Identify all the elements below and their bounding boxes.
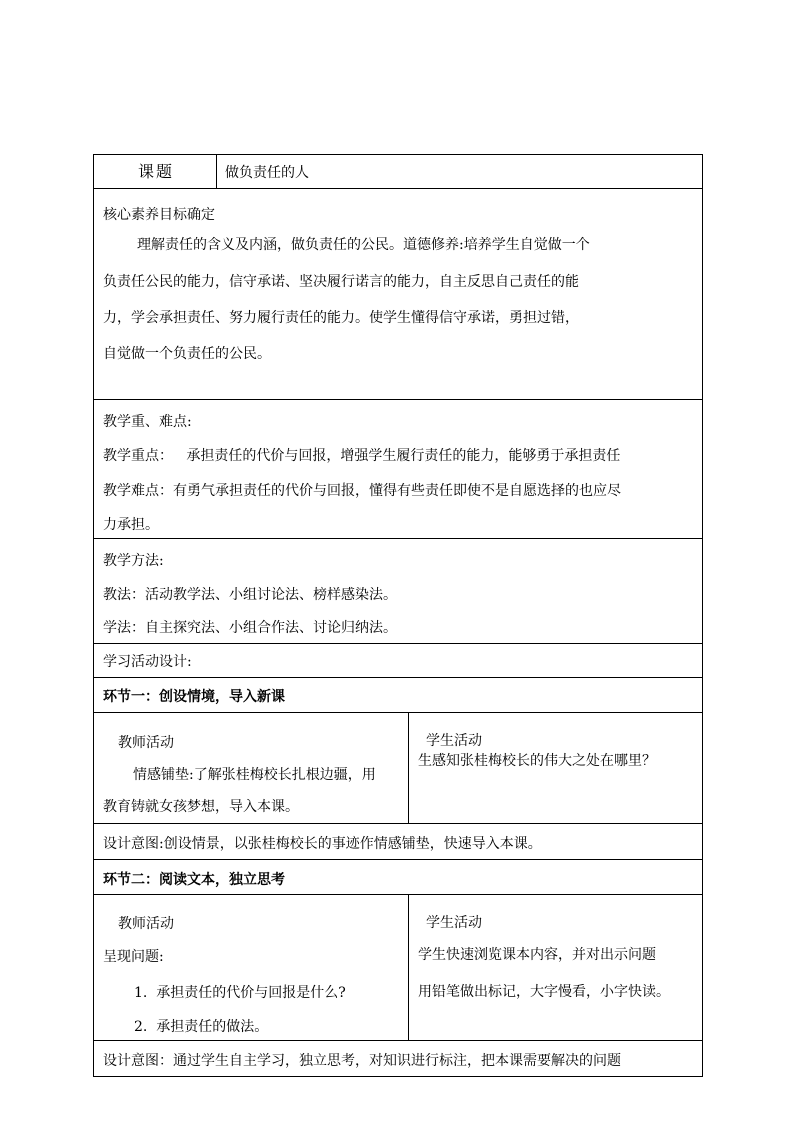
section2-column-divider [408, 895, 409, 1040]
section1-teacher-line-2: 教育铸就女孩梦想，导入本课。 [103, 799, 299, 815]
section1-activities-row [94, 713, 702, 824]
core-literacy-line-1: 理解责任的含义及内涵，做负责任的公民。道德修养:培养学生自觉做一个 [137, 237, 590, 253]
section2-student-line-1: 学生快速浏览课本内容，并对出示问题 [418, 947, 656, 963]
section2-student-line-2: 用铅笔做出标记，大字慢看，小字快读。 [418, 984, 670, 1000]
methods-learning: 学法：自主探究法、小组合作法、讨论归纳法。 [103, 620, 397, 636]
core-literacy-line-2: 负责任公民的能力，信守承诺、坚决履行诺言的能力，自主反思自己责任的能 [103, 274, 579, 290]
activity-design-row [94, 644, 702, 678]
methods-teaching: 教法：活动教学法、小组讨论法、榜样感染法。 [103, 587, 397, 603]
section2-teacher-label: 教师活动 [118, 916, 174, 932]
section1-intent: 设计意图:创设情景，以张桂梅校长的事迹作情感铺垫，快速导入本课。 [103, 836, 542, 852]
methods-section [94, 539, 702, 644]
section2-teacher-intro: 呈现问题: [103, 949, 164, 965]
section2-activities-row [94, 895, 702, 1041]
section2-title-row [94, 860, 702, 895]
methods-heading: 教学方法: [103, 553, 164, 569]
title-value: 做负责任的人 [225, 165, 309, 181]
key-points-difficulty-2: 力承担。 [103, 517, 159, 533]
title-row [94, 155, 702, 189]
section1-teacher-label: 教师活动 [118, 735, 174, 751]
key-points-focus: 教学重点： 承担责任的代价与回报，增强学生履行责任的能力，能够勇于承担责任 [103, 448, 621, 464]
section2-title: 环节二：阅读文本，独立思考 [103, 872, 285, 888]
section1-student-label: 学生活动 [426, 733, 482, 749]
section2-student-label: 学生活动 [426, 915, 482, 931]
core-literacy-section [94, 189, 702, 400]
key-points-section [94, 400, 702, 539]
section1-student-line-1: 生感知张桂梅校长的伟大之处在哪里？ [418, 753, 656, 769]
key-points-difficulty-1: 教学难点：有勇气承担责任的代价与回报，懂得有些责任即使不是自愿选择的也应尽 [103, 483, 621, 499]
section2-question-1: 1. 承担责任的代价与回报是什么? [134, 985, 346, 1001]
activity-design-heading: 学习活动设计: [103, 654, 192, 670]
section2-question-2: 2. 承担责任的做法。 [134, 1019, 269, 1035]
section1-teacher-line-1: 情感铺垫:了解张桂梅校长扎根边疆，用 [133, 767, 376, 783]
key-points-heading: 教学重、难点: [103, 414, 192, 430]
section1-title-row [94, 678, 702, 713]
section1-title: 环节一：创设情境，导入新课 [103, 689, 285, 705]
core-literacy-line-3: 力，学会承担责任、努力履行责任的能力。使学生懂得信守承诺，勇担过错， [103, 310, 579, 326]
title-divider [216, 155, 217, 188]
title-label: 课题 [138, 162, 175, 181]
core-literacy-line-4: 自觉做一个负责任的公民。 [103, 346, 271, 362]
section2-intent: 设计意图：通过学生自主学习，独立思考，对知识进行标注，把本课需要解决的问题 [103, 1053, 621, 1069]
section1-intent-row [94, 824, 702, 860]
section1-column-divider [408, 713, 409, 823]
lesson-plan-table [93, 154, 703, 1077]
core-literacy-heading: 核心素养目标确定 [103, 207, 215, 223]
section2-intent-row [94, 1041, 702, 1077]
